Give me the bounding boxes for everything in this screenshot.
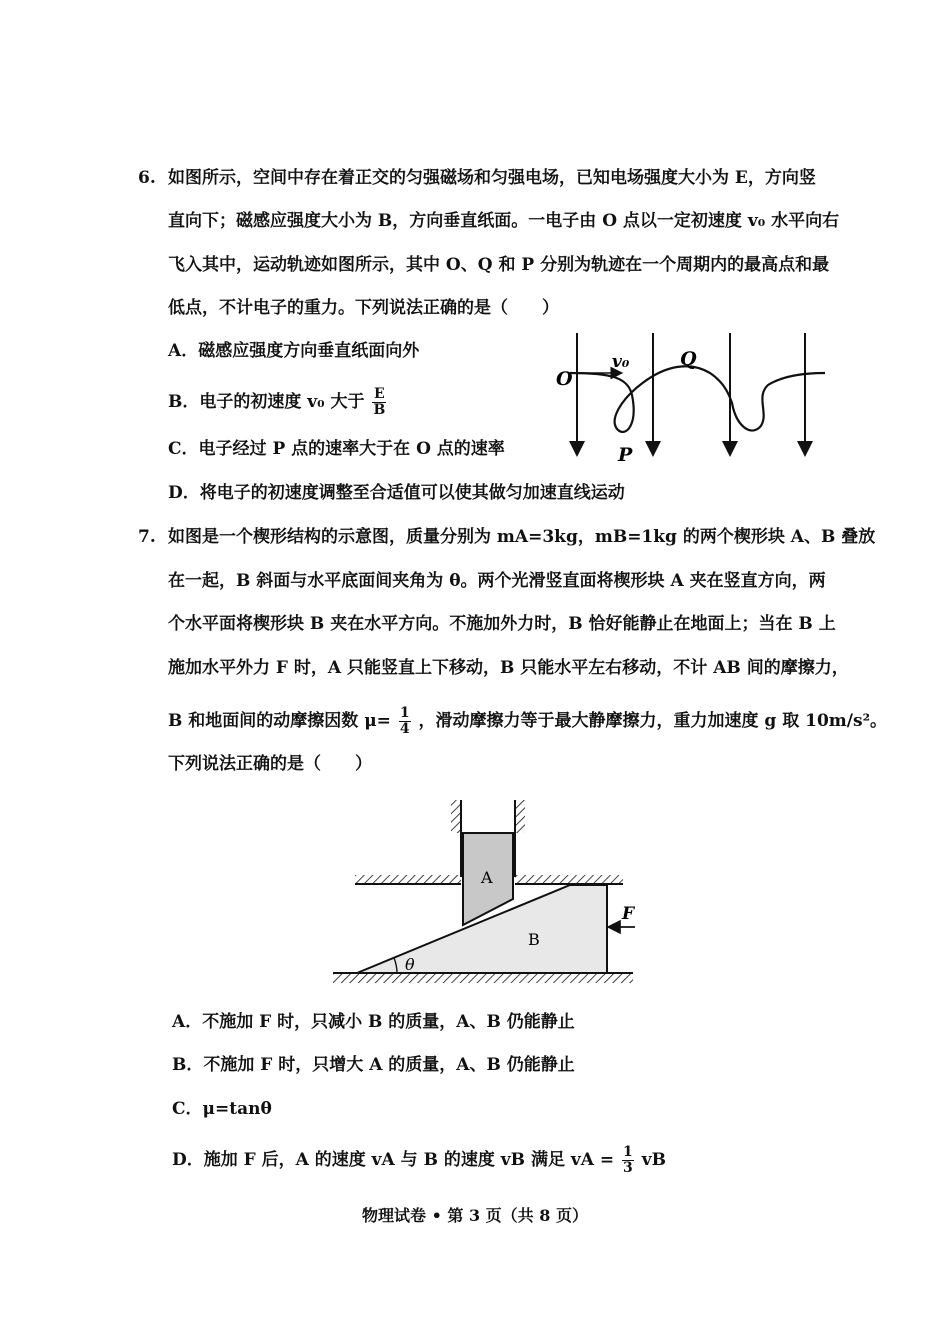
q7-option-d-text-end: vB: [641, 1150, 666, 1170]
q7-text-line-5: [168, 706, 887, 737]
page-footer: 物理试卷 • 第 3 页（共 8 页）: [362, 1206, 588, 1225]
q7-option-a: A．不施加 F 时，只减小 B 的质量，A、B 仍能静止: [172, 1012, 575, 1032]
fraction-denominator: 4: [399, 721, 410, 737]
q6-option-b-text: B．电子的初速度 v₀ 大于: [168, 392, 365, 412]
q6-option-a: A．磁感应强度方向垂直纸面向外: [168, 341, 420, 361]
q6-option-b: [168, 387, 388, 418]
fraction-numerator: 1: [399, 705, 410, 721]
electron-trajectory: [570, 366, 825, 432]
top-plane-hatch-left: [355, 875, 461, 884]
right-wall-hatch: [515, 800, 525, 833]
left-wall-hatch: [451, 800, 461, 833]
label-o: O: [556, 368, 573, 390]
q6-text-line-3: 飞入其中，运动轨迹如图所示，其中 O、Q 和 P 分别为轨迹在一个周期内的最高点和最: [168, 255, 830, 275]
q7-wedge-figure: [325, 795, 645, 995]
q7-text-line-2: 在一起，B 斜面与水平底面间夹角为 θ。两个光滑竖直面将楔形块 A 夹在竖直方向，两: [168, 571, 826, 591]
q7-option-d: [172, 1145, 666, 1176]
label-theta: θ: [405, 955, 415, 974]
fraction-denominator: B: [373, 402, 386, 418]
q6-text-line-4: 低点，不计电子的重力。下列说法正确的是（ ）: [168, 298, 559, 318]
q7-option-b: B．不施加 F 时，只增大 A 的质量，A、B 仍能静止: [172, 1055, 575, 1075]
q7-number: 7.: [138, 527, 156, 547]
q6-text-line-2: 直向下；磁感应强度大小为 B，方向垂直纸面。一电子由 O 点以一定初速度 v₀ 水平向右: [168, 211, 840, 231]
q7-option-d-fraction: [622, 1145, 634, 1176]
q7-text-line-4: 施加水平外力 F 时，A 只能竖直上下移动，B 只能水平左右移动，不计 AB 间的摩擦力，: [168, 658, 849, 678]
fraction-numerator: E: [374, 386, 385, 402]
label-p: P: [618, 444, 633, 466]
q7-option-c: C．μ=tanθ: [172, 1099, 272, 1119]
fraction-numerator: 1: [623, 1144, 633, 1160]
ground-hatch: [333, 973, 633, 983]
q6-option-b-fraction: [372, 387, 386, 418]
q7-line5-text-end: ，滑动摩擦力等于最大静摩擦力，重力加速度 g 取 10m/s²。: [418, 711, 888, 731]
q7-text-line-1: 如图是一个楔形结构的示意图，质量分别为 mA=3kg，mB=1kg 的两个楔形块 A、B 叠放: [168, 527, 876, 547]
top-plane-hatch-right: [515, 875, 623, 884]
q7-text-line-3: 个水平面将楔形块 B 夹在水平方向。不施加外力时，B 恰好能静止在地面上；当在 B 上: [168, 614, 836, 634]
q7-text-line-6: 下列说法正确的是（ ）: [168, 754, 372, 774]
label-b: B: [528, 930, 540, 949]
label-f: F: [622, 904, 635, 924]
q7-mu-fraction: [399, 706, 411, 737]
q7-line5-text: B 和地面间的动摩擦因数 μ=: [168, 711, 391, 731]
q7-option-d-text: D．施加 F 后，A 的速度 vA 与 B 的速度 vB 满足 vA =: [172, 1150, 615, 1170]
label-a: A: [481, 868, 493, 887]
q6-text-line-1: 如图所示，空间中存在着正交的匀强磁场和匀强电场，已知电场强度大小为 E，方向竖: [168, 168, 816, 188]
label-q: Q: [680, 348, 697, 370]
q6-number: 6.: [138, 168, 156, 188]
q6-trajectory-figure: [550, 325, 835, 475]
q6-option-c: C．电子经过 P 点的速率大于在 O 点的速率: [168, 439, 505, 459]
fraction-denominator: 3: [623, 1160, 633, 1176]
label-v0: v₀: [612, 352, 630, 372]
q6-option-d: D．将电子的初速度调整至合适值可以使其做匀加速直线运动: [168, 483, 625, 503]
